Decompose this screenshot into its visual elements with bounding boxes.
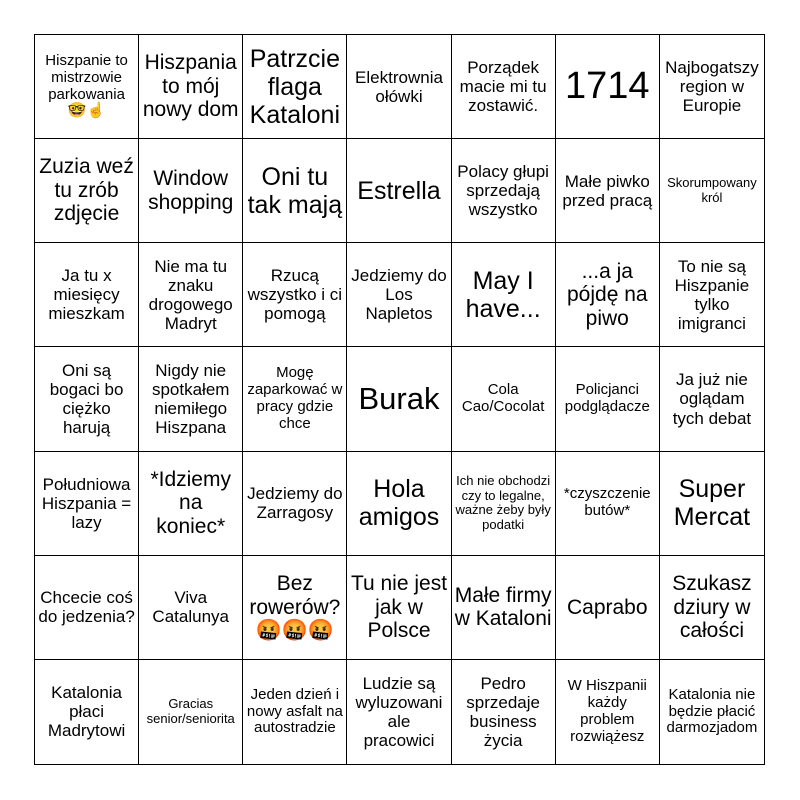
cell-text: Południowa Hiszpania = lazy [41, 474, 132, 532]
bingo-cell[interactable] [452, 35, 556, 139]
cell-text: May I have... [465, 266, 541, 323]
cell-text: Małe piwko przed pracą [562, 171, 653, 210]
bingo-cell[interactable] [556, 452, 660, 556]
bingo-cell[interactable] [452, 243, 556, 347]
bingo-cell[interactable] [139, 660, 243, 764]
cell-text: Jedziemy do Zarragosy [247, 484, 343, 523]
cell-text: To nie są Hiszpanie tylko imigranci [674, 256, 750, 333]
bingo-cell[interactable] [35, 452, 139, 556]
bingo-cell[interactable] [660, 35, 764, 139]
bingo-cell[interactable] [452, 660, 556, 764]
cell-text: Patrzcie flaga Kataloni [249, 44, 341, 129]
cell-text: W Hiszpanii każdy problem rozwiążesz [567, 677, 647, 745]
bingo-board [34, 34, 765, 765]
bingo-cell[interactable] [243, 35, 347, 139]
bingo-cell[interactable] [347, 139, 451, 243]
cell-text: Tu nie jest jak w Polsce [350, 572, 448, 643]
cell-text: Zuzia weź tu zrób zdjęcie [39, 155, 134, 226]
cell-text: *Idziemy na koniec* [150, 467, 231, 538]
cell-text: Nie ma tu znaku drogowego Madryt [148, 256, 233, 333]
bingo-cell[interactable] [660, 452, 764, 556]
cell-text: Skorumpowany król [667, 175, 757, 205]
bingo-cell[interactable] [556, 243, 660, 347]
bingo-cell[interactable] [139, 139, 243, 243]
bingo-cell[interactable] [556, 35, 660, 139]
cell-text: Oni są bogaci bo ciężko harują [49, 360, 124, 438]
cell-text: Hiszpanie to mistrzowie parkowania 🤓☝️ [45, 51, 128, 120]
bingo-cell[interactable] [660, 660, 764, 764]
cell-text: 1714 [565, 65, 650, 108]
cell-text: Hiszpania to mój nowy dom [142, 51, 239, 122]
bingo-cell[interactable] [556, 139, 660, 243]
bingo-cell[interactable] [347, 556, 451, 660]
bingo-cell[interactable] [452, 452, 556, 556]
cell-text: Policjanci podglądacze [564, 381, 650, 415]
cell-text: Ja tu x miesięcy mieszkam [48, 266, 125, 324]
cell-text: Estrella [357, 176, 441, 205]
bingo-cell[interactable] [347, 347, 451, 451]
bingo-cell[interactable] [660, 139, 764, 243]
cell-text: Chcecie coś do jedzenia? [38, 588, 135, 627]
bingo-cell[interactable] [243, 452, 347, 556]
cell-text: Ich nie obchodzi czy to legalne, ważne żeby były podatki [455, 473, 551, 532]
cell-text: Elektrownia ołówki [355, 67, 443, 106]
bingo-cell[interactable] [347, 452, 451, 556]
cell-text: Ludzie są wyluzowani ale pracowici [355, 673, 443, 750]
bingo-cell[interactable] [35, 243, 139, 347]
cell-text: Bez rowerów? 🤬🤬🤬 [249, 572, 341, 643]
cell-text: Najbogatszy region w Europie [665, 58, 759, 116]
cell-text: Oni tu tak mają [247, 162, 343, 219]
bingo-cell[interactable] [347, 35, 451, 139]
bingo-cell[interactable] [347, 660, 451, 764]
bingo-cell[interactable] [452, 139, 556, 243]
cell-text: Małe firmy w Kataloni [454, 583, 552, 631]
bingo-cell[interactable] [660, 556, 764, 660]
bingo-cell[interactable] [139, 452, 243, 556]
cell-text: Burak [358, 380, 440, 416]
bingo-cell[interactable] [243, 556, 347, 660]
bingo-cell[interactable] [452, 347, 556, 451]
cell-text: Caprabo [566, 595, 648, 619]
cell-text: Jeden dzień i nowy asfalt na autostradzie [246, 685, 343, 737]
bingo-cell[interactable] [347, 243, 451, 347]
cell-text: Window shopping [148, 167, 234, 214]
cell-text: Hola amigos [358, 475, 440, 532]
bingo-cell[interactable] [243, 139, 347, 243]
cell-text: Jedziemy do Los Napletos [351, 266, 447, 324]
bingo-cell[interactable] [35, 35, 139, 139]
bingo-cell[interactable] [139, 556, 243, 660]
bingo-cell[interactable] [660, 347, 764, 451]
bingo-cell[interactable] [139, 35, 243, 139]
cell-text: Rzucą wszystko i ci pomogą [247, 266, 343, 324]
bingo-cell[interactable] [243, 347, 347, 451]
cell-text: Szukasz dziury w całości [672, 572, 752, 643]
bingo-cell[interactable] [35, 347, 139, 451]
cell-text: ...a ja pójdę na piwo [566, 259, 648, 330]
bingo-cell[interactable] [243, 660, 347, 764]
cell-text: Pedro sprzedaje business życia [466, 673, 540, 750]
cell-text: *czyszczenie butów* [563, 485, 651, 520]
cell-text: Gracias senior/seniorita [146, 696, 235, 726]
cell-text: Viva Catalunya [152, 588, 229, 627]
bingo-cell[interactable] [35, 556, 139, 660]
cell-text: Nigdy nie spotkałem niemiłego Hiszpana [151, 360, 230, 438]
cell-text: Super Mercat [673, 475, 751, 532]
cell-text: Mogę zaparkować w pracy gdzie chce [247, 364, 343, 432]
cell-text: Porządek macie mi tu zostawić. [459, 58, 547, 116]
bingo-cell[interactable] [35, 660, 139, 764]
bingo-cell[interactable] [35, 139, 139, 243]
bingo-cell[interactable] [556, 556, 660, 660]
bingo-cell[interactable] [660, 243, 764, 347]
cell-text: Ja już nie oglądam tych debat [672, 370, 752, 428]
bingo-cell[interactable] [139, 243, 243, 347]
bingo-cell[interactable] [452, 556, 556, 660]
cell-text: Katalonia płaci Madrytowi [47, 683, 126, 741]
cell-text: Katalonia nie będzie płacić darmozjadom [666, 685, 758, 737]
bingo-cell[interactable] [556, 660, 660, 764]
bingo-cell[interactable] [556, 347, 660, 451]
bingo-cell[interactable] [139, 347, 243, 451]
cell-text: Cola Cao/Cocolat [461, 381, 545, 415]
bingo-cell[interactable] [243, 243, 347, 347]
cell-text: Polacy głupi sprzedają wszystko [457, 162, 549, 220]
